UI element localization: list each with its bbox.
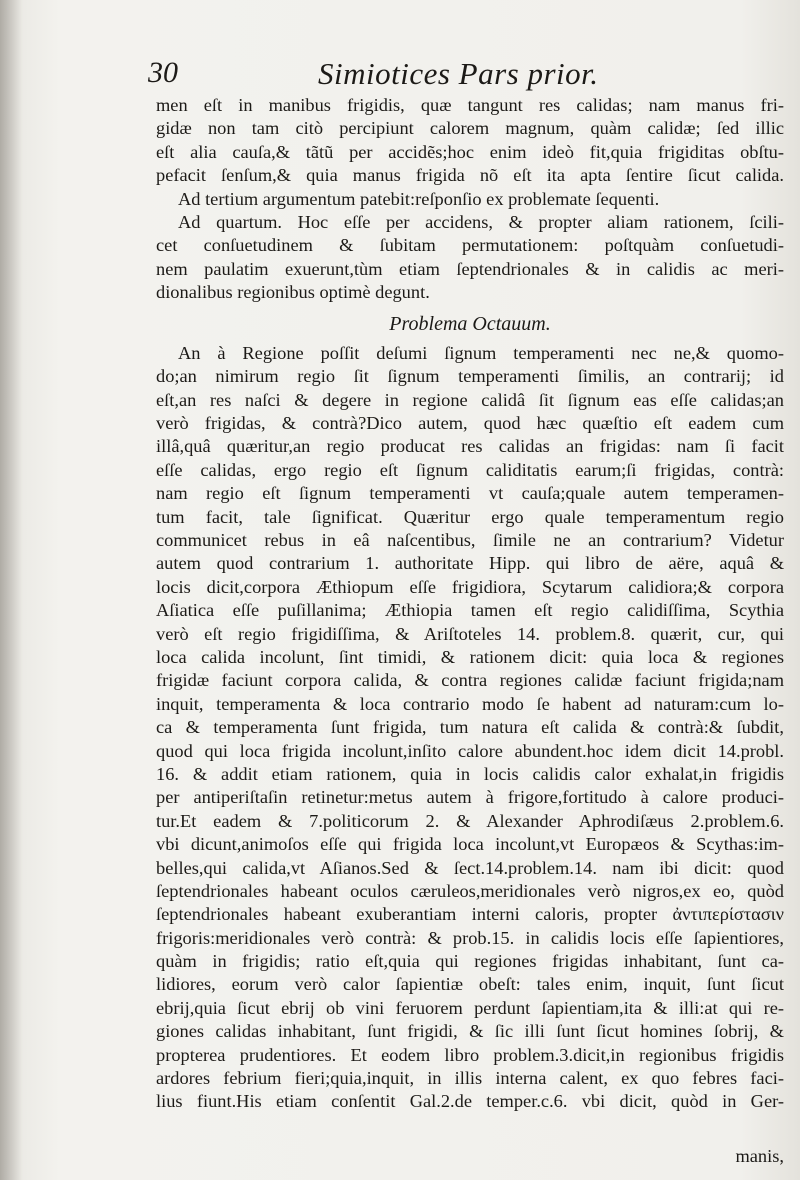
text-line: communicet rebus in eâ naſcentibus, ſimile ne an contrarium? Videtur: [156, 530, 784, 551]
text-line: gidæ non tam citò percipiunt calorem magnum, quàm calidæ; ſed illic: [156, 118, 784, 139]
text-line: ſeptendrionales habeant oculos cæruleos,meridionales verò nigros,ex eo, quòd: [156, 880, 784, 901]
text-line: ardores febrium fieri;quia,inquit, in illis interna calent, ex quo febres faci-: [156, 1068, 784, 1089]
text-line: cet conſuetudinem & ſubitam permutationem: poſtquàm conſuetudi-: [156, 235, 784, 256]
text-line: ca & temperamenta ſunt frigida, tum natura eſt calida & contrà:& ſubdit,: [156, 717, 784, 738]
text-line: locis dicit,corpora Æthiopum eſſe frigidiora, Scytarum calidiora;& corpora: [156, 576, 784, 597]
text-line: propterea prudentiores. Et eodem libro problem.3.dicit,in regionibus frigidis: [156, 1044, 784, 1065]
text-line: autem quod contrarium 1. authoritate Hipp. qui libro de aëre, aquâ &: [156, 553, 784, 574]
section-heading: Problema Octauum.: [389, 312, 551, 335]
text-line: verò eſt regio frigidiſſima, & Ariſtoteles 14. problem.8. quærit, cur, qui: [156, 623, 784, 644]
text-line: An à Regione poſſit deſumi ſignum temperamenti nec ne,& quomo-: [178, 342, 784, 363]
text-line: vbi dicunt,animoſos eſſe qui frigida loca incolunt,vt Europæos & Scythas:im-: [156, 834, 784, 855]
text-line: pefacit ſenſum,& quia manus frigida nõ eſt ita apta ſentire ſicut calida.: [156, 165, 784, 186]
text-line: eſt alia cauſa,& tãtũ per accidẽs;hoc enim ideò fit,quia frigiditas obſtu-: [156, 141, 784, 162]
page-header: [148, 56, 788, 96]
text-line: illâ,quâ quæritur,an regio producat res calidas an frigidas: nam ſi facit: [156, 436, 784, 457]
text-line: verò frigidas, & contrà?Dico autem, quod hæc quæſtio eſt eadem cum: [156, 413, 784, 434]
text-line: Ad quartum. Hoc eſſe per accidens, & propter aliam rationem, ſcili-: [178, 211, 784, 232]
text-line: lius fiunt.His etiam conſentit Gal.2.de temper.c.6. vbi dicit, quòd in Ger-: [156, 1091, 784, 1112]
gutter-shadow: [0, 0, 22, 1180]
running-head: Simiotices Pars prior.: [318, 56, 599, 91]
text-line: ebrij,quia ſicut ebrij ob vini feruorem perdunt ſapientiam,ita & illi:at qui re-: [156, 997, 784, 1018]
text-line: nem paulatim exuerunt,tùm etiam ſeptendrionales & in calidis ac meri-: [156, 258, 784, 279]
text-line: Aſiatica eſſe puſillanima; Æthiopia tamen eſt regio calidiſſima, Scythia: [156, 600, 784, 621]
body-text: [156, 94, 784, 1114]
text-line: eſt,an res naſci & degere in regione calidâ ſit ſignum eas eſſe calidas;an: [156, 389, 784, 410]
text-line: dionalibus regionibus optimè degunt.: [156, 282, 430, 303]
catchword: manis,: [735, 1146, 784, 1166]
text-line: do;an nimirum regio ſit ſignum temperamenti ſimilis, an contrarij; id: [156, 366, 784, 387]
text-line: tum facit, tale ſignificat. Quæritur ergo quale temperamentum regio: [156, 506, 784, 527]
text-line: lidiores, eorum verò calor ſapientiæ obeſt: tales enim, inquit, ſunt ſicut: [156, 974, 784, 995]
text-line: 16. & addit etiam rationem, quia in locis calidis calor exhalat,in frigidis: [156, 763, 784, 784]
text-line: quàm in frigidis; ratio eſt,quia qui regiones frigidas inhabitant, ſunt ca-: [156, 951, 784, 972]
text-line: frigoris:meridionales verò contrà: & prob.15. in calidis locis eſſe ſapientiores,: [156, 927, 784, 948]
text-line: loca calida incolunt, ſint timidi, & rationem dicit: quia loca & regiones: [156, 646, 784, 667]
text-line: belles,qui calida,vt Aſianos.Sed & ſect.14.problem.14. nam ibi dicit: quod: [156, 857, 784, 878]
text-line: eſſe calidas, ergo regio eſt ſignum caliditatis earum;ſi frigidas, contrà:: [156, 459, 784, 480]
text-line: giones calidas inhabitant, ſunt frigidi, & ſic illi ſunt ſicut homines ſobrij, &: [156, 1021, 784, 1042]
text-line: men eſt in manibus frigidis, quæ tangunt res calidas; nam manus fri-: [156, 95, 784, 115]
text-line: nam regio eſt ſignum temperamenti vt cauſa;quale autem temperamen-: [156, 483, 784, 504]
text-line: frigidæ faciunt corpora calida, & contra regiones calidæ faciunt frigida;nam: [156, 670, 784, 691]
text-line: Ad tertium argumentum patebit:reſponſio ex problemate ſequenti.: [178, 188, 660, 209]
text-line: inquit, temperamenta & loca contrario modo ſe habent ad naturam:cum lo-: [156, 693, 784, 714]
text-line: per antiperiſtaſin retinetur:metus autem à frigore,fortitudo à calore produci-: [156, 787, 784, 808]
text-line: ſeptendrionales habeant exuberantiam interni caloris, propter ἀντιπερίστασιν: [156, 904, 784, 925]
page-number: 30: [148, 56, 178, 89]
text-line: quod qui loca frigida incolunt,inſito calore abundent.hoc idem dicit 14.probl.: [156, 740, 784, 761]
text-line: tur.Et eadem & 7.politicorum 2. & Alexander Aphrodiſæus 2.problem.6.: [156, 810, 784, 831]
